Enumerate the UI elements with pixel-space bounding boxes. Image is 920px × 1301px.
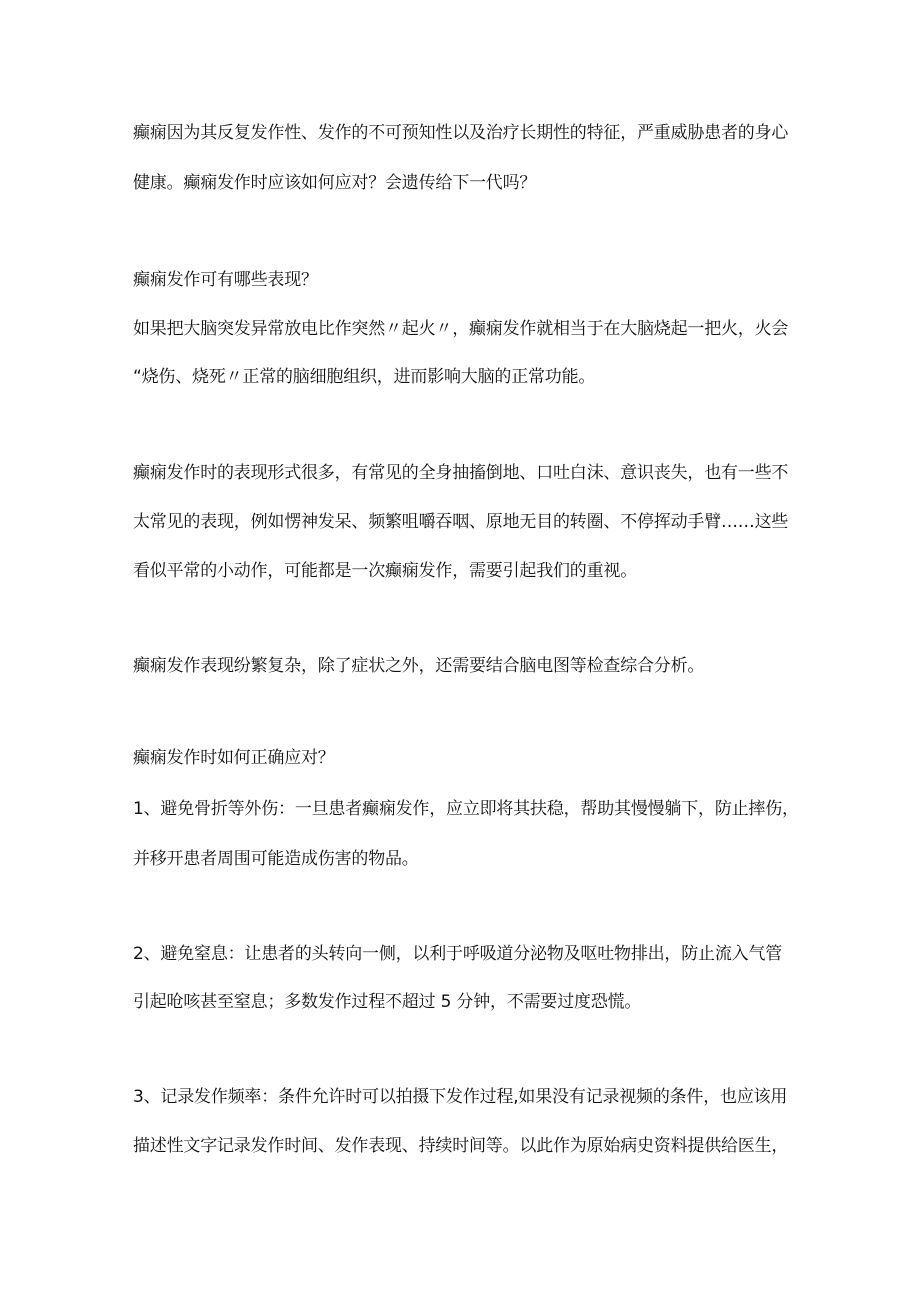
intro-line-1: 癫痫因为其反复发作性、发作的不可预知性以及治疗长期性的特征，严重威胁患者的身心 — [133, 123, 789, 143]
list-item-line: 引起呛咳甚至窒息；多数发作过程不超过 5 分钟，不需要过度恐慌。 — [133, 992, 642, 1012]
list-item-line: 1、避免骨折等外伤：一旦患者癫痫发作，应立即将其扶稳，帮助其慢慢躺下，防止摔伤， — [133, 799, 799, 819]
paragraph-line: “烧伤、烧死〃正常的脑细胞组织，进而影响大脑的正常功能。 — [133, 367, 596, 387]
intro-line-2: 健康。癫痫发作时应该如何应对？会遗传给下一代吗？ — [133, 173, 537, 193]
list-item-line: 3、记录发作频率：条件允许时可以拍摄下发作过程,如果没有记录视频的条件，也应该用 — [133, 1087, 788, 1107]
section-heading-response: 癫痫发作时如何正确应对？ — [133, 748, 335, 768]
paragraph-line: 看似平常的小动作，可能都是一次癫痫发作，需要引起我们的重视。 — [133, 561, 637, 581]
paragraph-line: 癫痫发作表现纷繁复杂，除了症状之外，还需要结合脑电图等检查综合分析。 — [133, 656, 705, 676]
list-item-line: 描述性文字记录发作时间、发作表现、持续时间等。以此作为原始病史资料提供给医生， — [133, 1136, 789, 1156]
paragraph-line: 太常见的表现，例如愣神发呆、频繁咀嚼吞咽、原地无目的转圈、不停挥动手臂……这些 — [133, 512, 789, 532]
list-item-line: 2、避免窒息：让患者的头转向一侧，以利于呼吸道分泌物及呕吐物排出，防止流入气管 — [133, 944, 783, 964]
paragraph-line: 如果把大脑突发异常放电比作突然〃起火〃，癫痫发作就相当于在大脑烧起一把火，火会 — [133, 319, 789, 339]
section-heading-symptoms: 癫痫发作可有哪些表现？ — [133, 270, 318, 290]
list-item-line: 并移开患者周围可能造成伤害的物品。 — [133, 849, 419, 869]
paragraph-line: 癫痫发作时的表现形式很多，有常见的全身抽搐倒地、口吐白沫、意识丧失，也有一些不 — [133, 463, 789, 483]
